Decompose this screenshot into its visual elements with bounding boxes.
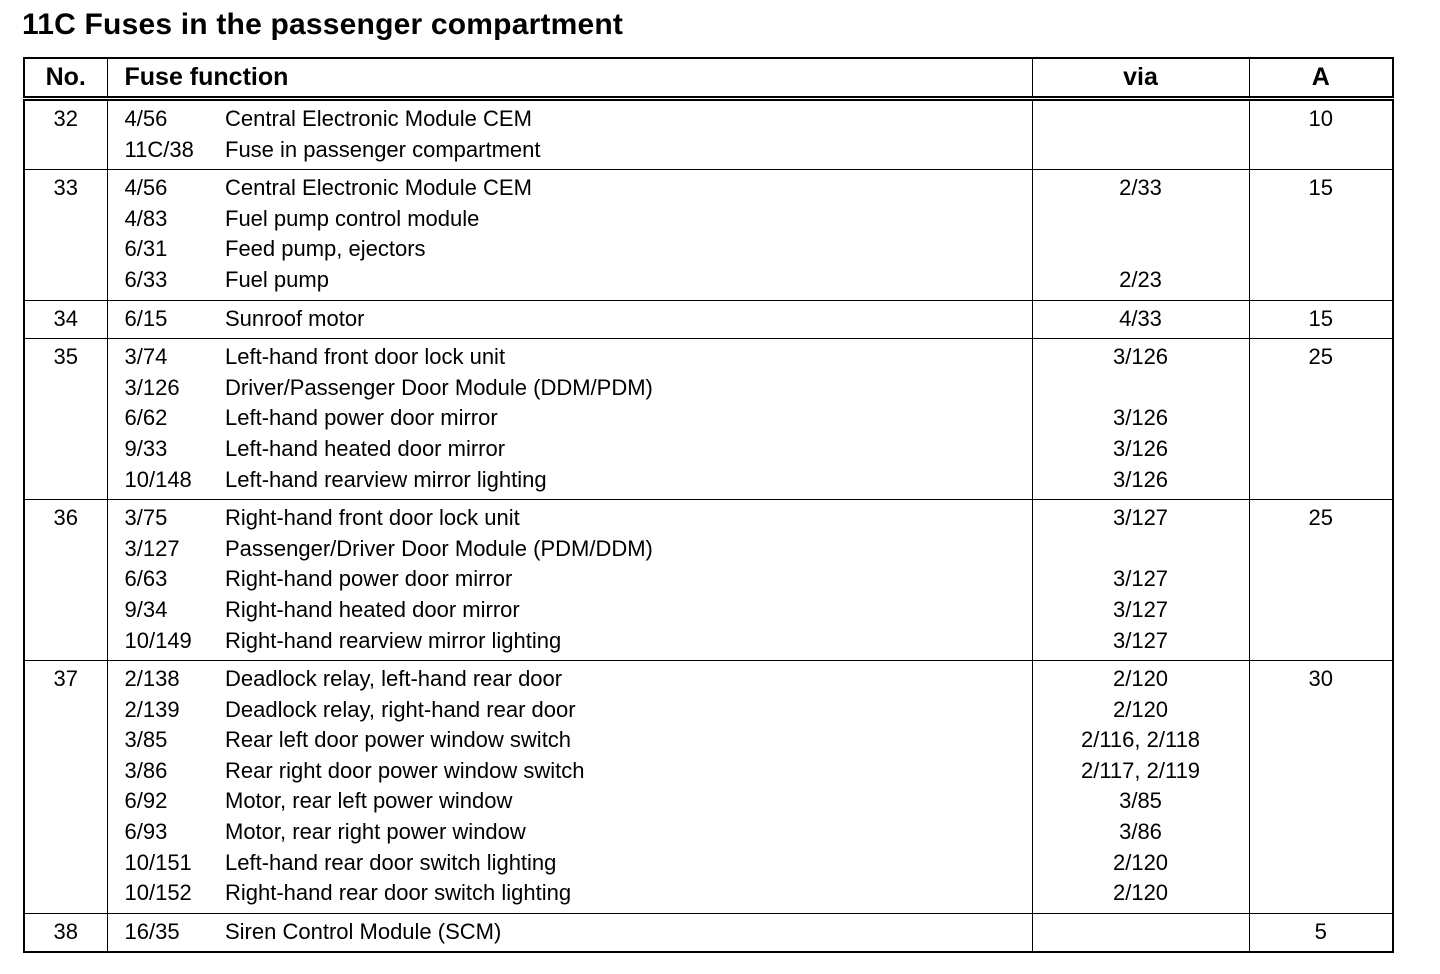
- fuse-number: [24, 234, 107, 265]
- via-cell: [1032, 534, 1249, 565]
- table-row: [24, 301, 1393, 339]
- fuse-amperage: [1249, 434, 1393, 465]
- fuse-number: [24, 626, 107, 661]
- via-cell: 3/86: [1032, 817, 1249, 848]
- table-row: [24, 339, 1393, 373]
- via-cell: 3/126: [1032, 339, 1249, 373]
- component-description: Central Electronic Module CEM: [225, 106, 532, 131]
- component-description: Feed pump, ejectors: [225, 236, 426, 262]
- component-description: Right-hand rearview mirror lighting: [225, 627, 562, 653]
- via-cell: 3/127: [1032, 626, 1249, 661]
- fuse-number: [24, 595, 107, 626]
- fuse-amperage: 5: [1314, 918, 1327, 944]
- fuse-amperage: 15: [1308, 175, 1333, 201]
- component-code: 11C/38: [124, 136, 194, 162]
- component-code: 6/15: [124, 305, 168, 331]
- component-code: 6/62: [124, 405, 168, 431]
- table-row: [24, 817, 1393, 848]
- table-row: [24, 135, 1393, 170]
- via-cell: 3/126: [1032, 403, 1249, 434]
- component-description: Driver/Passenger Door Module (DDM/PDM): [225, 374, 653, 400]
- via-cell: 3/126: [1032, 434, 1249, 465]
- fuse-number: [24, 204, 107, 235]
- fuse-number: [24, 403, 107, 434]
- header-no: No.: [24, 58, 107, 99]
- via-cell: 2/120: [1032, 695, 1249, 726]
- fuse-amperage: [1249, 626, 1393, 661]
- component-code: 3/86: [124, 757, 168, 783]
- fuse-number: [24, 434, 107, 465]
- table-row: [24, 204, 1393, 235]
- table-row: [24, 595, 1393, 626]
- component-description: Right-hand rear door switch lighting: [225, 880, 572, 906]
- via-cell: [1032, 135, 1249, 170]
- table-row: [24, 756, 1393, 787]
- table-row: [24, 695, 1393, 726]
- component-description: Left-hand power door mirror: [225, 405, 498, 431]
- fuse-number: 35: [24, 339, 107, 373]
- table-row: [24, 725, 1393, 756]
- fuse-number: 38: [24, 914, 107, 953]
- component-description: Rear left door power window switch: [225, 727, 572, 753]
- table-row: [24, 914, 1393, 953]
- table-row: [24, 403, 1393, 434]
- fuse-amperage: [1249, 756, 1393, 787]
- header-amperage: A: [1249, 58, 1393, 99]
- table-row: [24, 564, 1393, 595]
- component-code: 2/138: [124, 666, 180, 692]
- via-cell: 3/126: [1032, 465, 1249, 500]
- table-row: [24, 786, 1393, 817]
- component-code: 6/33: [124, 266, 168, 292]
- fuse-amperage: [1249, 786, 1393, 817]
- component-code: 3/126: [124, 374, 180, 400]
- component-description: Right-hand front door lock unit: [225, 505, 520, 531]
- component-code: 10/151: [124, 849, 192, 875]
- via-cell: [1032, 914, 1249, 953]
- via-cell: 3/85: [1032, 786, 1249, 817]
- table-row: [24, 878, 1393, 913]
- fuse-amperage: [1249, 234, 1393, 265]
- fuse-number: [24, 265, 107, 300]
- component-description: Fuse in passenger compartment: [225, 136, 541, 162]
- fuse-number: [24, 135, 107, 170]
- component-description: Sunroof motor: [225, 305, 365, 331]
- via-cell: 2/117, 2/119: [1032, 756, 1249, 787]
- fuse-number: 36: [24, 500, 107, 534]
- page-title: 11C Fuses in the passenger compartment: [22, 8, 624, 41]
- fuse-amperage: [1249, 204, 1393, 235]
- via-cell: 2/120: [1032, 848, 1249, 879]
- component-description: Left-hand front door lock unit: [225, 344, 506, 370]
- fuse-number: [24, 373, 107, 404]
- fuse-amperage: [1249, 595, 1393, 626]
- component-code: 2/139: [124, 696, 180, 722]
- via-cell: 2/120: [1032, 878, 1249, 913]
- via-cell: [1032, 99, 1249, 135]
- fuse-amperage: [1249, 564, 1393, 595]
- table-row: [24, 265, 1393, 300]
- component-description: Rear right door power window switch: [225, 757, 585, 783]
- component-description: Right-hand heated door mirror: [225, 596, 520, 622]
- component-description: Fuel pump: [225, 266, 329, 292]
- component-code: 3/74: [124, 344, 168, 370]
- component-code: 9/34: [124, 596, 168, 622]
- fuse-number: [24, 534, 107, 565]
- fuse-number: [24, 465, 107, 500]
- fuse-amperage: [1249, 725, 1393, 756]
- table-row: [24, 465, 1393, 500]
- component-code: 3/127: [124, 535, 180, 561]
- component-description: Central Electronic Module CEM: [225, 175, 532, 201]
- via-cell: [1032, 373, 1249, 404]
- component-code: 10/152: [124, 880, 192, 906]
- table-row: [24, 534, 1393, 565]
- component-code: 16/35: [124, 918, 180, 944]
- via-cell: 2/33: [1032, 170, 1249, 204]
- header-via: via: [1032, 58, 1249, 99]
- component-code: 9/33: [124, 435, 168, 461]
- component-description: Left-hand rearview mirror lighting: [225, 466, 547, 492]
- fuse-table-body: [24, 99, 1393, 953]
- fuse-amperage: [1249, 878, 1393, 913]
- component-description: Passenger/Driver Door Module (PDM/DDM): [225, 535, 653, 561]
- via-cell: 3/127: [1032, 595, 1249, 626]
- component-description: Motor, rear left power window: [225, 788, 513, 814]
- component-code: 6/63: [124, 566, 168, 592]
- fuse-number: [24, 817, 107, 848]
- component-code: 4/83: [124, 205, 168, 231]
- via-cell: 2/120: [1032, 661, 1249, 695]
- fuse-number: 32: [24, 99, 107, 135]
- fuse-number: 37: [24, 661, 107, 695]
- component-code: 3/75: [124, 505, 168, 531]
- component-code: 4/56: [124, 175, 168, 201]
- fuse-table: [23, 57, 1394, 953]
- via-cell: 3/127: [1032, 500, 1249, 534]
- via-cell: [1032, 204, 1249, 235]
- fuse-amperage: [1249, 465, 1393, 500]
- component-description: Deadlock relay, right-hand rear door: [225, 696, 576, 722]
- fuse-number: [24, 786, 107, 817]
- via-cell: 2/23: [1032, 265, 1249, 300]
- fuse-number: [24, 564, 107, 595]
- component-code: 6/31: [124, 236, 168, 262]
- fuse-amperage: [1249, 135, 1393, 170]
- component-code: 3/85: [124, 727, 168, 753]
- via-cell: [1032, 234, 1249, 265]
- fuse-amperage: [1249, 265, 1393, 300]
- fuse-number: [24, 878, 107, 913]
- component-description: Left-hand rear door switch lighting: [225, 849, 557, 875]
- component-code: 4/56: [124, 106, 168, 131]
- component-description: Deadlock relay, left-hand rear door: [225, 666, 563, 692]
- header-row: [24, 58, 1393, 99]
- fuse-amperage: 30: [1308, 666, 1333, 692]
- fuse-amperage: 10: [1308, 106, 1333, 131]
- component-code: 6/93: [124, 819, 168, 845]
- fuse-amperage: [1249, 403, 1393, 434]
- fuse-number: 33: [24, 170, 107, 204]
- table-row: [24, 170, 1393, 204]
- component-description: Motor, rear right power window: [225, 819, 526, 845]
- header-fuse-function: Fuse function: [107, 58, 1032, 99]
- table-row: [24, 234, 1393, 265]
- fuse-amperage: [1249, 373, 1393, 404]
- fuse-number: [24, 695, 107, 726]
- via-cell: 4/33: [1032, 301, 1249, 339]
- component-code: 6/92: [124, 788, 168, 814]
- fuse-number: [24, 725, 107, 756]
- via-cell: 3/127: [1032, 564, 1249, 595]
- component-description: Fuel pump control module: [225, 205, 480, 231]
- table-row: [24, 626, 1393, 661]
- table-row: [24, 99, 1393, 135]
- component-description: Left-hand heated door mirror: [225, 435, 506, 461]
- component-description: Right-hand power door mirror: [225, 566, 513, 592]
- table-row: [24, 434, 1393, 465]
- fuse-amperage: [1249, 817, 1393, 848]
- component-code: 10/148: [124, 466, 192, 492]
- fuse-amperage: 25: [1308, 505, 1333, 531]
- fuse-number: [24, 756, 107, 787]
- fuse-amperage: [1249, 534, 1393, 565]
- fuse-number: [24, 848, 107, 879]
- fuse-amperage: [1249, 695, 1393, 726]
- table-row: [24, 848, 1393, 879]
- component-description: Siren Control Module (SCM): [225, 918, 502, 944]
- component-code: 10/149: [124, 627, 192, 653]
- fuse-number: 34: [24, 301, 107, 339]
- fuse-amperage: [1249, 848, 1393, 879]
- table-row: [24, 661, 1393, 695]
- fuse-amperage: 25: [1308, 344, 1333, 370]
- fuse-amperage: 15: [1308, 305, 1333, 331]
- table-row: [24, 373, 1393, 404]
- table-row: [24, 500, 1393, 534]
- via-cell: 2/116, 2/118: [1032, 725, 1249, 756]
